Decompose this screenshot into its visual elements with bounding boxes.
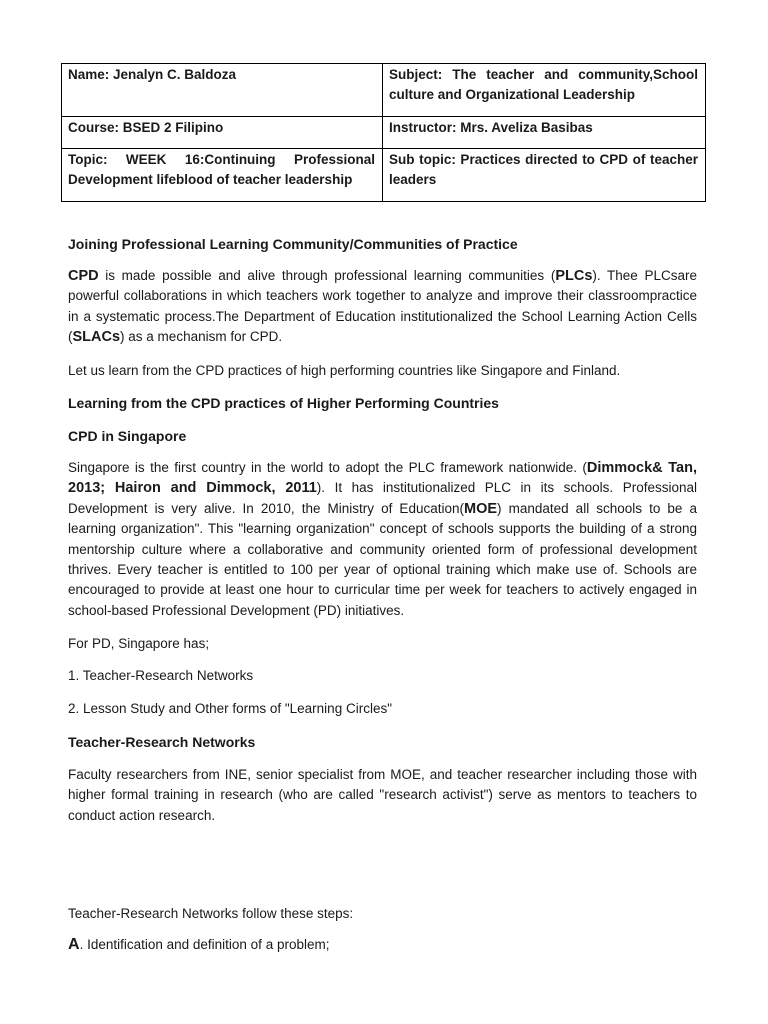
- step-a-letter: A: [68, 936, 80, 953]
- subtopic-text: Sub topic: Practices directed to CPD of teacher leaders: [389, 152, 698, 187]
- heading-higher-performing: Learning from the CPD practices of Higher Performing Countries: [68, 395, 499, 411]
- step-a: [68, 935, 697, 955]
- paragraph-singapore-text-3: ) mandated all schools to be a learning organization". This "learning organization" concept of schools supports the building of a strong mentorship culture where a collaborative and community oriented form of professional development thrives. Every teacher is entitled to 100 per year of optional training which make use of. Schools are encouraged to provide at least one hour to curricular time per week for teachers to actively engaged in school-based Professional Development (PD) initiatives.: [68, 500, 697, 618]
- paragraph-singapore-text-1: Singapore is the first country in the world to adopt the PLC framework nationwide. (: [68, 460, 587, 475]
- heading-teacher-research: Teacher-Research Networks: [68, 734, 256, 750]
- course-cell: [62, 117, 383, 149]
- name-cell: [62, 64, 383, 117]
- paragraph-faculty: Faculty researchers from INE, senior specialist from MOE, and teacher researcher including those with higher formal training in research (who are called "research activist") serve as mentors to teachers to conduct action research.: [68, 767, 697, 823]
- paragraph-steps-intro: Teacher-Research Networks follow these steps:: [68, 906, 354, 921]
- subject-text: Subject: The teacher and community,School culture and Organizational Leadership: [389, 67, 698, 102]
- paragraph-cpd-intro: [68, 266, 697, 348]
- subtopic-cell: [383, 149, 706, 202]
- paragraph-pd-singapore: For PD, Singapore has;: [68, 636, 210, 651]
- paragraph-singapore: [68, 458, 697, 621]
- step-a-text: . Identification and definition of a problem;: [79, 937, 330, 952]
- instructor-cell: [383, 117, 706, 149]
- term-plcs: PLCs: [555, 268, 593, 284]
- course-text: Course: BSED 2 Filipino: [68, 120, 224, 135]
- list-item-1: 1. Teacher-Research Networks: [68, 668, 254, 683]
- term-cpd: CPD: [68, 268, 99, 284]
- heading-cpd-singapore: CPD in Singapore: [68, 428, 187, 444]
- instructor-text: Instructor: Mrs. Aveliza Basibas: [389, 120, 593, 135]
- topic-text: Topic: WEEK 16:Continuing Professional Development lifeblood of teacher leadership: [68, 152, 375, 187]
- subject-cell: [383, 64, 706, 117]
- paragraph-cpd-text-2: ). Thee PLCsare powerful collaborations in which teachers work together to analyze and improve their classroompractice in a systematic process.The Department of Education institutionalized the School Learning Action Cells (: [68, 268, 697, 345]
- term-moe: MOE: [463, 500, 498, 517]
- term-slacs: SLACs: [72, 329, 121, 346]
- paragraph-singapore-text-2: ). It has institutionalized PLC in its schools. Professional Development is very alive. In 2010, the Ministry of Education(: [68, 480, 697, 516]
- citation: Dimmock& Tan, 2013; Hairon and Dimmock, 2011: [68, 460, 697, 497]
- heading-plc: Joining Professional Learning Community/Communities of Practice: [68, 236, 518, 252]
- paragraph-learn-countries: Let us learn from the CPD practices of high performing countries like Singapore and Finland.: [68, 363, 621, 378]
- paragraph-cpd-text-3: ) as a mechanism for CPD.: [120, 329, 283, 345]
- paragraph-cpd-text-1: is made possible and alive through professional learning communities (: [98, 268, 556, 283]
- name-text: Name: Jenalyn C. Baldoza: [68, 67, 237, 82]
- topic-cell: [62, 149, 383, 202]
- info-table: [61, 63, 706, 202]
- list-item-2: 2. Lesson Study and Other forms of "Learning Circles": [68, 701, 392, 716]
